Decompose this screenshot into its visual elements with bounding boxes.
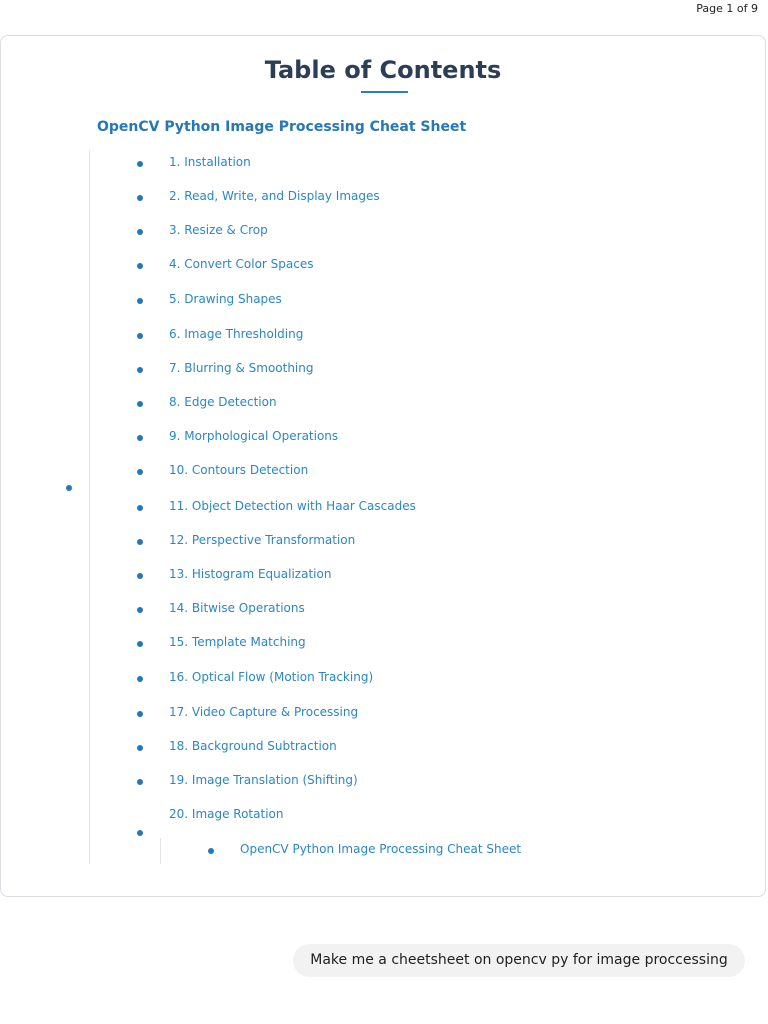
toc-link-template-matching[interactable]: 15. Template Matching (169, 635, 306, 649)
toc-item (1, 463, 765, 483)
bullet-icon (137, 539, 143, 545)
toc-link-edge-detection[interactable]: 8. Edge Detection (169, 395, 277, 409)
toc-item (1, 189, 765, 209)
toc-link-read-write-display[interactable]: 2. Read, Write, and Display Images (169, 189, 380, 203)
toc-link-nested-cheat-sheet[interactable]: OpenCV Python Image Processing Cheat Sheet (240, 842, 522, 856)
toc-link-background-subtraction[interactable]: 18. Background Subtraction (169, 739, 337, 753)
toc-item (1, 223, 765, 243)
bullet-icon (137, 401, 143, 407)
toc-link-translation[interactable]: 19. Image Translation (Shifting) (169, 773, 358, 787)
toc-link-installation[interactable]: 1. Installation (169, 155, 251, 169)
bullet-icon (137, 367, 143, 373)
title-underline (361, 91, 408, 93)
toc-link-drawing-shapes[interactable]: 5. Drawing Shapes (169, 292, 282, 306)
toc-item (1, 155, 765, 175)
bullet-icon (137, 195, 143, 201)
bullet-icon (137, 711, 143, 717)
toc-link-contours[interactable]: 10. Contours Detection (169, 463, 309, 477)
bullet-icon (137, 469, 143, 475)
page-indicator: Page 1 of 9 (696, 2, 758, 15)
toc-item (1, 327, 765, 347)
nested-tree-rail (160, 838, 161, 864)
toc-item (1, 635, 765, 655)
toc-link-histogram[interactable]: 13. Histogram Equalization (169, 567, 332, 581)
toc-item (1, 533, 765, 553)
bullet-icon (137, 435, 143, 441)
outer-bullet (66, 485, 72, 491)
bullet-icon (137, 333, 143, 339)
toc-item (1, 395, 765, 415)
bullet-icon (208, 848, 214, 854)
bullet-icon (137, 830, 143, 836)
toc-item (1, 670, 765, 690)
bullet-icon (137, 229, 143, 235)
bullet-icon (137, 779, 143, 785)
toc-item (1, 292, 765, 312)
toc-link-optical-flow[interactable]: 16. Optical Flow (Motion Tracking) (169, 670, 374, 684)
toc-link-haar-cascades[interactable]: 11. Object Detection with Haar Cascades (169, 499, 416, 513)
toc-item (1, 601, 765, 621)
toc-item (1, 499, 765, 519)
page-title: Table of Contents (264, 56, 502, 84)
document-card (0, 35, 766, 897)
toc-item (1, 705, 765, 725)
toc-item (1, 739, 765, 759)
toc-item (1, 807, 765, 827)
toc-link-thresholding[interactable]: 6. Image Thresholding (169, 327, 304, 341)
bullet-icon (137, 161, 143, 167)
toc-item (1, 567, 765, 587)
bullet-icon (137, 573, 143, 579)
toc-link-morphological[interactable]: 9. Morphological Operations (169, 429, 339, 443)
toc-item (1, 429, 765, 449)
toc-item (1, 773, 765, 793)
toc-item (1, 361, 765, 381)
toc-link-rotation[interactable]: 20. Image Rotation (169, 807, 284, 821)
user-message-bubble: Make me a cheetsheet on opencv py for image proccessing (293, 944, 745, 977)
bullet-icon (137, 607, 143, 613)
bullet-icon (137, 676, 143, 682)
toc-link-color-spaces[interactable]: 4. Convert Color Spaces (169, 257, 314, 271)
toc-item-nested (1, 842, 765, 862)
toc-link-perspective[interactable]: 12. Perspective Transformation (169, 533, 356, 547)
bullet-icon (137, 641, 143, 647)
toc-link-blurring[interactable]: 7. Blurring & Smoothing (169, 361, 314, 375)
toc-item (1, 257, 765, 277)
bullet-icon (137, 263, 143, 269)
bullet-icon (137, 298, 143, 304)
section-heading-link[interactable]: OpenCV Python Image Processing Cheat Sheet (97, 119, 467, 135)
bullet-icon (137, 505, 143, 511)
bullet-icon (137, 745, 143, 751)
toc-link-video-capture[interactable]: 17. Video Capture & Processing (169, 705, 359, 719)
toc-link-resize-crop[interactable]: 3. Resize & Crop (169, 223, 268, 237)
toc-link-bitwise[interactable]: 14. Bitwise Operations (169, 601, 305, 615)
